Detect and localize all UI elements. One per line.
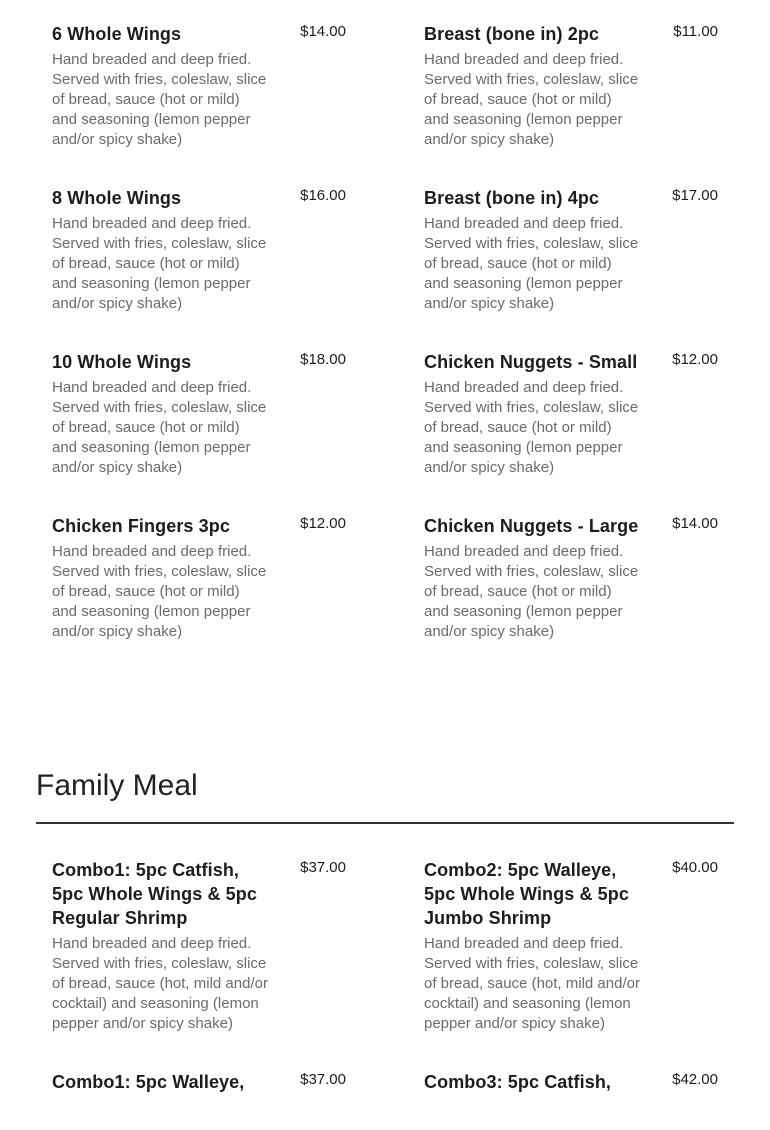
menu-item-description: Hand breaded and deep fried. Served with fries, coleslaw, slice of bread, sauce (hot or mild) and seasoning (lemon pepper and/or spicy shake) [52,543,267,640]
menu-item-description: Hand breaded and deep fried. Served with fries, coleslaw, slice of bread, sauce (hot or mild) and seasoning (lemon pepper and/or spicy shake) [424,51,639,148]
menu-item-header [52,22,346,46]
menu-item-description: Hand breaded and deep fried. Served with fries, coleslaw, slice of bread, sauce (hot or mild) and seasoning (lemon pepper and/or spicy shake) [52,379,267,476]
menu-item-description: Hand breaded and deep fried. Served with fries, coleslaw, slice of bread, sauce (hot or mild) and seasoning (lemon pepper and/or spicy shake) [424,543,639,640]
menu-item-name: Chicken Fingers 3pc [52,516,230,536]
menu-item[interactable] [408,514,734,642]
menu-item-header [424,22,718,46]
menu-item-header [52,350,346,374]
menu-item-description: Hand breaded and deep fried. Served with fries, coleslaw, slice of bread, sauce (hot or mild) and seasoning (lemon pepper and/or spicy shake) [52,51,267,148]
menu-item-name: Breast (bone in) 4pc [424,188,600,208]
menu-item[interactable] [408,858,734,1034]
menu-item-name: Combo3: 5pc Catfish, [424,1072,612,1092]
menu-item-price: $42.00 [672,1071,718,1088]
menu-item[interactable] [408,1070,734,1094]
menu-item-name: Combo1: 5pc Catfish, 5pc Whole Wings & 5pc Regular Shrimp [52,860,257,928]
menu-item[interactable] [36,858,362,1034]
menu-item-header [424,514,718,538]
menu-item[interactable] [36,514,362,642]
menu-item-header [52,858,346,930]
menu-item[interactable] [36,1070,362,1094]
menu-item-price: $11.00 [673,23,718,40]
menu-item-price: $12.00 [300,515,346,532]
menu-item-price: $18.00 [300,351,346,368]
menu-item-header [52,1070,346,1094]
menu-items-grid [36,22,734,678]
menu-item[interactable] [408,186,734,314]
menu-item-price: $12.00 [672,351,718,368]
menu-item-description: Hand breaded and deep fried. Served with fries, coleslaw, slice of bread, sauce (hot or mild) and seasoning (lemon pepper and/or spicy shake) [52,215,267,312]
menu-item-description: Hand breaded and deep fried. Served with fries, coleslaw, slice of bread, sauce (hot or mild) and seasoning (lemon pepper and/or spicy shake) [424,215,639,312]
menu-item-header [424,1070,718,1094]
menu-item-description: Hand breaded and deep fried. Served with fries, coleslaw, slice of bread, sauce (hot, mild and/or cocktail) and seasoning (lemon pepper and/or spicy shake) [424,935,640,1032]
menu-item-name: Combo1: 5pc Walleye, [52,1072,245,1092]
menu-item-price: $37.00 [300,859,346,876]
menu-item-name: 8 Whole Wings [52,188,182,208]
menu-item[interactable] [36,186,362,314]
menu-item-price: $14.00 [672,515,718,532]
menu-item-name: 6 Whole Wings [52,24,182,44]
menu-item-description: Hand breaded and deep fried. Served with fries, coleslaw, slice of bread, sauce (hot, mild and/or cocktail) and seasoning (lemon pepper and/or spicy shake) [52,935,268,1032]
menu-item-header [424,186,718,210]
menu-item[interactable] [408,350,734,478]
menu-item-price: $37.00 [300,1071,346,1088]
menu-item-price: $40.00 [672,859,718,876]
menu-item[interactable] [36,22,362,150]
menu-item-price: $16.00 [300,187,346,204]
section-title-family-meal: Family Meal [36,769,198,802]
menu-item-name: 10 Whole Wings [52,352,192,372]
menu-item-name: Chicken Nuggets - Large [424,516,639,536]
menu-item[interactable] [408,22,734,150]
menu-item-header [52,186,346,210]
menu-item-description: Hand breaded and deep fried. Served with fries, coleslaw, slice of bread, sauce (hot or mild) and seasoning (lemon pepper and/or spicy shake) [424,379,639,476]
menu-item-name: Breast (bone in) 2pc [424,24,600,44]
menu-item-name: Chicken Nuggets - Small [424,352,638,372]
menu-item-price: $14.00 [300,23,346,40]
family-meal-grid [36,858,734,1130]
menu-item-header [52,514,346,538]
menu-item-header [424,350,718,374]
section-divider [36,822,734,824]
menu-item-price: $17.00 [672,187,718,204]
menu-item[interactable] [36,350,362,478]
menu-item-header [424,858,718,930]
menu-item-name: Combo2: 5pc Walleye, 5pc Whole Wings & 5pc Jumbo Shrimp [424,860,629,928]
